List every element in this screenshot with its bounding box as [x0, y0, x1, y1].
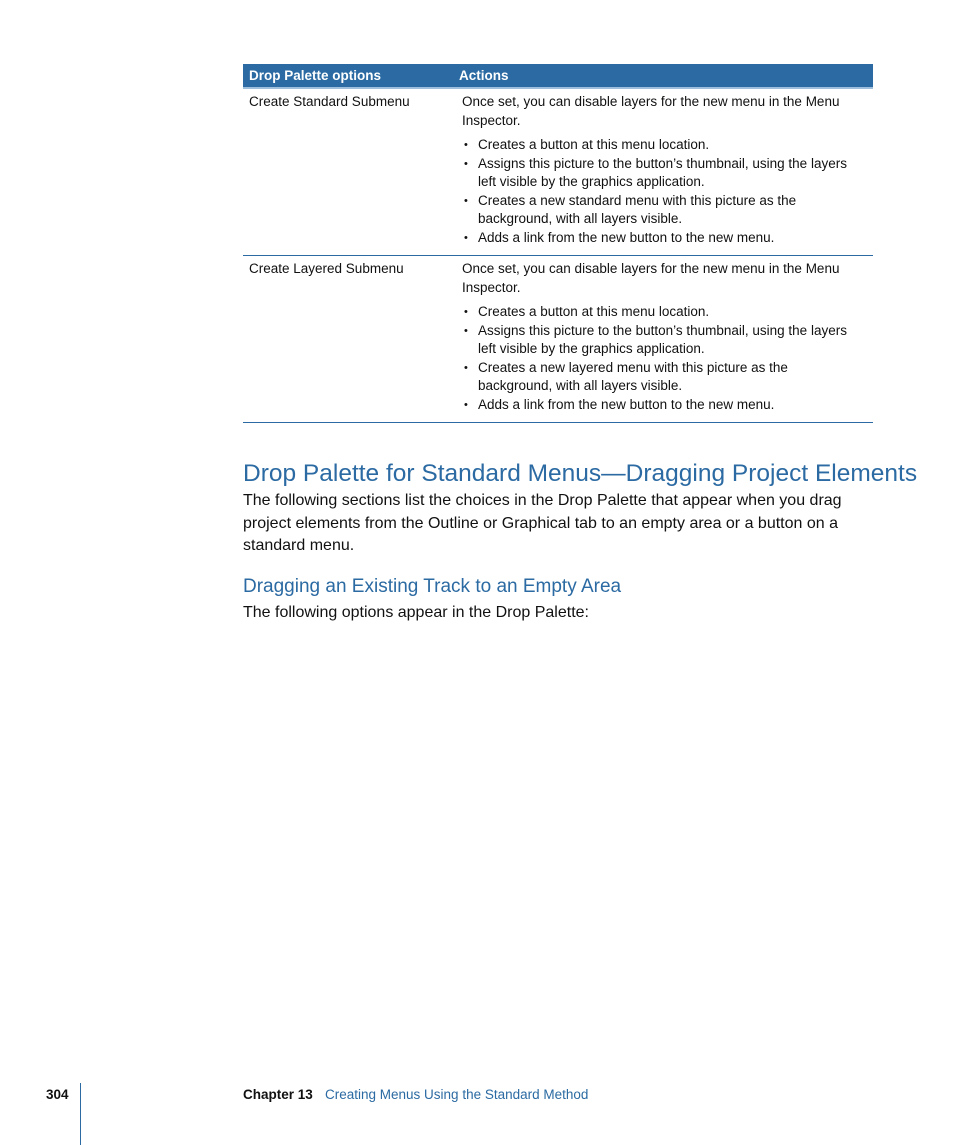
list-item: • Creates a button at this menu location. [462, 303, 865, 322]
actions-intro: Once set, you can disable layers for the new menu in the Menu Inspector. [462, 261, 840, 295]
option-cell: Create Layered Submenu [243, 256, 453, 423]
table-header-row [243, 64, 873, 88]
list-item: • Adds a link from the new button to the new menu. [462, 396, 865, 415]
drop-palette-options-table [243, 64, 873, 423]
column-header-options: Drop Palette options [243, 64, 453, 88]
section-paragraph: The following sections list the choices in the Drop Palette that appear when you drag project elements from the Outline or Graphical tab to an empty area or a button on a standard menu. [243, 492, 842, 554]
subsection-paragraph: The following options appear in the Drop Palette: [243, 604, 589, 621]
footer-chapter-label: Chapter 13 [243, 1087, 313, 1102]
list-item: • Adds a link from the new button to the new menu. [462, 229, 865, 248]
list-item: • Assigns this picture to the button’s thumbnail, using the layers left visible by the graphics application. [462, 322, 865, 359]
column-header-actions: Actions [453, 64, 873, 88]
footer-chapter-title: Creating Menus Using the Standard Method [325, 1087, 589, 1102]
section-heading: Drop Palette for Standard Menus—Dragging Project Elements [243, 460, 918, 487]
table-row [243, 256, 873, 423]
actions-list [462, 303, 865, 414]
list-item: • Creates a new layered menu with this picture as the background, with all layers visible. [462, 359, 865, 396]
footer-divider [80, 1083, 81, 1145]
list-item: • Creates a new standard menu with this picture as the background, with all layers visible. [462, 192, 865, 229]
actions-cell [453, 256, 873, 423]
subsection-heading: Dragging an Existing Track to an Empty Area [243, 576, 622, 597]
list-item: • Assigns this picture to the button’s thumbnail, using the layers left visible by the graphics application. [462, 155, 865, 192]
page-number: 304 [46, 1087, 69, 1102]
list-item: • Creates a button at this menu location. [462, 136, 865, 155]
actions-cell [453, 88, 873, 256]
table-row [243, 88, 873, 256]
actions-intro: Once set, you can disable layers for the new menu in the Menu Inspector. [462, 94, 840, 128]
option-cell: Create Standard Submenu [243, 88, 453, 256]
actions-list [462, 136, 865, 247]
